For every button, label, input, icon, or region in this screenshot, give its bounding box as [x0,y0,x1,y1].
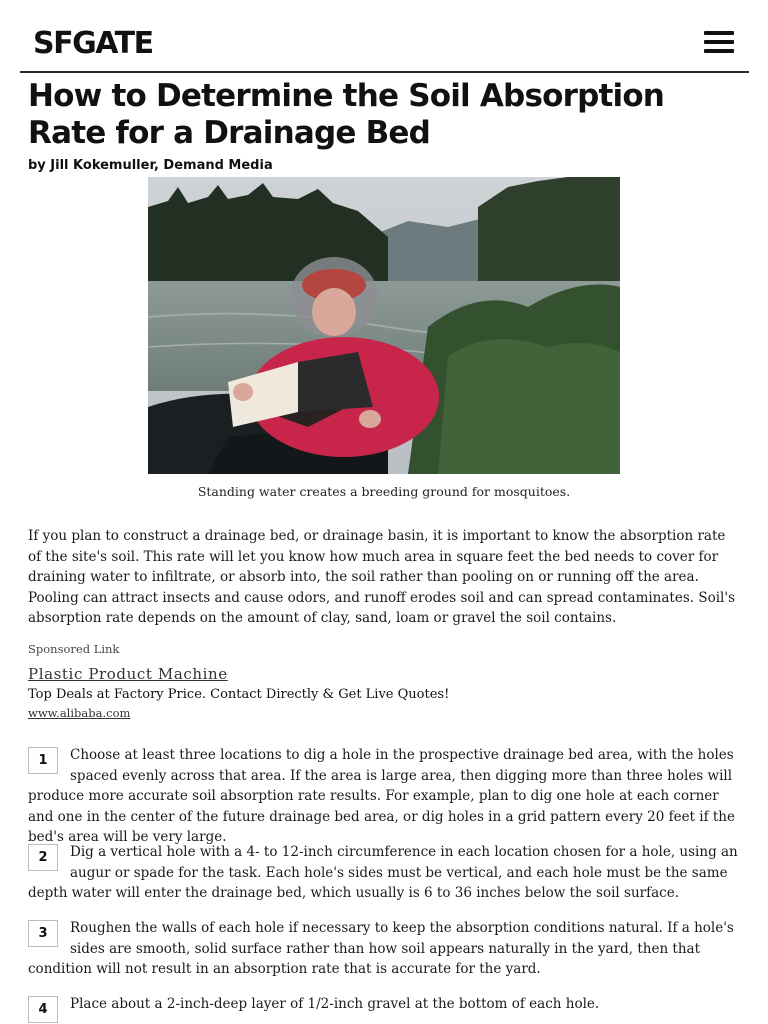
hamburger-menu-icon[interactable] [704,31,734,57]
ad-title-link[interactable]: Plastic Product Machine [28,665,228,683]
sponsored-label: Sponsored Link [28,642,120,656]
step-text: Place about a 2-inch-deep layer of 1/2-inch gravel at the bottom of each hole. [70,996,600,1012]
article-byline: by Jill Kokemuller, Demand Media [28,158,273,173]
article-photo [148,177,620,474]
step-number-badge: 4 [28,996,58,1023]
step-item [28,842,744,904]
step-item [28,994,744,1023]
step-number-badge: 2 [28,844,58,871]
ad-url-link[interactable]: www.alibaba.com [28,706,131,720]
step-number-badge: 3 [28,920,58,947]
step-item [28,745,744,848]
site-header [20,0,749,73]
step-text: Roughen the walls of each hole if necessary to keep the absorption conditions natural. If a hole's sides are smooth, solid surface rather than how soil appears naturally in the yard, then that condition will not result in an absorption rate that is accurate for the yard. [28,920,734,978]
photo-caption: Standing water creates a breeding ground for mosquitoes. [197,484,571,499]
article-title: How to Determine the Soil Absorption Rate for a Drainage Bed [28,78,665,151]
ad-description: Top Deals at Factory Price. Contact Directly & Get Live Quotes! [28,687,450,702]
sfgate-logo[interactable]: SFGATE [33,26,153,61]
step-text: Choose at least three locations to dig a hole in the prospective drainage bed area, with the holes spaced evenly across that area. If the area is large area, then digging more than three holes will produce more accurate soil absorption rate results. For example, plan to dig one hole at each corner and one in the center of the future drainage bed area, or dig holes in a grid pattern every 20 feet if the bed's area will be very large. [28,747,735,846]
step-text: Dig a vertical hole with a 4- to 12-inch circumference in each location chosen for a hole, using an augur or spade for the task. Each hole's sides must be vertical, and each hole must be the same depth water will enter the drainage bed, which usually is 6 to 36 inches below the soil surface. [28,844,738,902]
step-item [28,918,744,980]
step-number-badge: 1 [28,747,58,774]
intro-paragraph: If you plan to construct a drainage bed, or drainage basin, it is important to know the absorption rate of the site's soil. This rate will let you know how much area in square feet the bed needs to cover for draining water to infiltrate, or absorb into, the soil rather than pooling on or running off the area. Pooling can attract insects and cause odors, and runoff erodes soil and can spread contaminates. Soil's absorption rate depends on the amount of clay, sand, loam or gravel the soil contains. [28,528,736,627]
